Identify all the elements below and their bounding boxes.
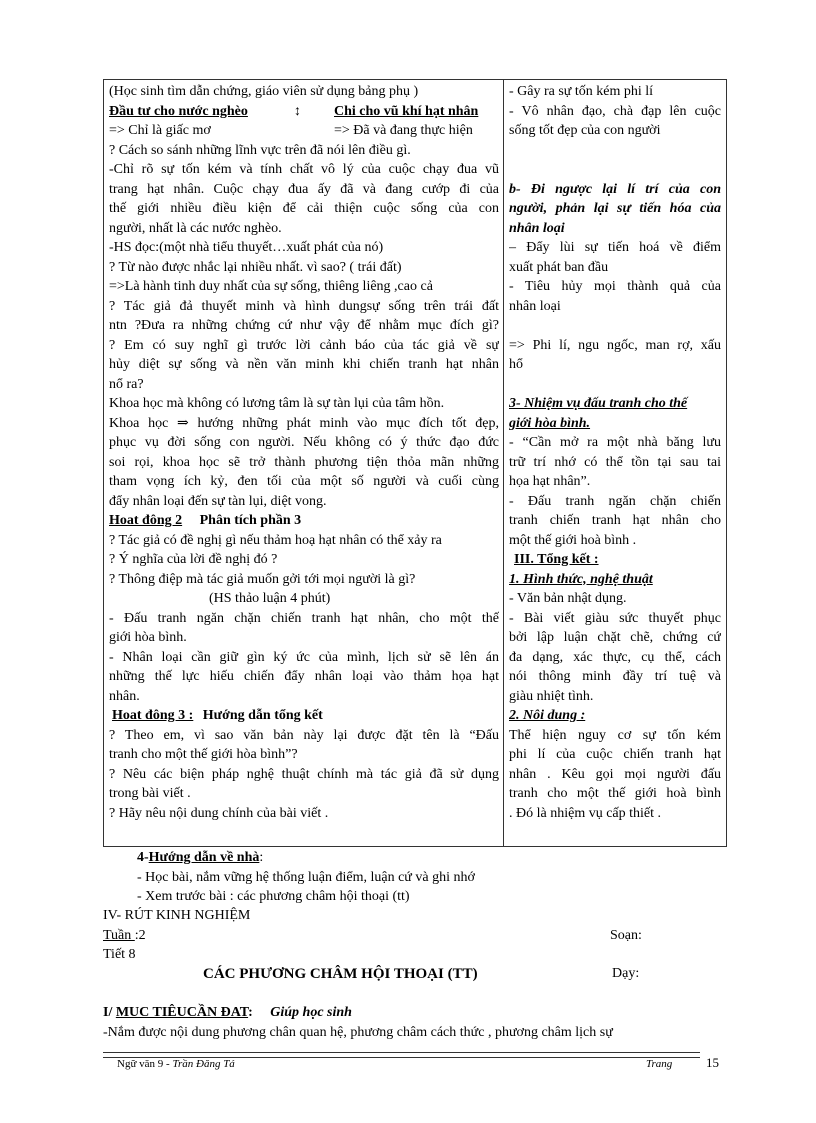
text-line: đa dạng, xác thực, cụ thể, cách — [509, 649, 721, 665]
prepared-date-label: Soạn: — [610, 928, 642, 943]
text-line: - “Cần mở ra một nhà băng lưu — [509, 435, 721, 450]
text-line: -HS đọc:(một nhà tiểu thuyết…xuất phát của nó) — [109, 240, 384, 255]
text-line: Khoa học ⇒ hướng những phát minh vào mục đích tốt đẹp, — [109, 415, 499, 431]
comparison-left-value: => Chỉ là giấc mơ — [109, 123, 211, 138]
text-line: nổ ra? — [109, 376, 144, 392]
text-line: (HS thảo luận 4 phút) — [209, 591, 331, 606]
text-line: đẩy nhân loại đến sự tàn lụi, diệt vong. — [109, 493, 327, 509]
text-line: Thể hiện nguy cơ sự tốn kém — [509, 727, 721, 743]
text-line: =>Là hành tinh duy nhất của sự sống, thiêng liêng ,cao cả — [109, 279, 433, 294]
text-line: trữ trí nhớ có thể tồn tại sau tai — [509, 454, 721, 470]
text-line: giàu nhiệt tình. — [509, 688, 594, 704]
text-line: - Vô nhân đạo, chà đạp lên cuộc — [509, 103, 721, 119]
text-line: ? Nêu các biện pháp nghệ thuật chính mà tác giả đã sử dụng — [109, 766, 499, 782]
comparison-right-heading: Chi cho vũ khí hạt nhân — [334, 103, 479, 119]
text-line: bởi lập luận chặt chẽ, chứng cứ — [509, 630, 721, 645]
text-line: sống tốt đẹp của con người — [509, 123, 661, 138]
text-line: phi lí của cuộc chiến tranh hạt — [509, 747, 721, 762]
text-line: một thế giới hoà bình . — [509, 532, 637, 548]
spacer — [509, 316, 721, 336]
homework-heading: 4-Hướng dẫn về nhà: — [137, 850, 264, 865]
text-line: ? Cách so sánh những lĩnh vực trên đã nói lên điều gì. — [109, 142, 411, 158]
footer-author: Trần Đăng Tá — [172, 1058, 235, 1070]
text-line: ntn ?Đưa ra những chứng cứ như vậy để nhằm mục đích gì? — [109, 318, 499, 333]
teacher-activity-column — [104, 80, 504, 846]
text-line: ? Ý nghĩa của lời đề nghị đó ? — [109, 552, 278, 567]
comparison-left-heading: Đầu tư cho nước nghèo — [109, 103, 248, 119]
text-line: giới hòa bình. — [109, 630, 187, 645]
section-b-heading: người, phản lại sự tiến hóa của — [509, 201, 721, 216]
text-line: trong bài viết . — [109, 786, 191, 801]
spacer — [509, 141, 721, 161]
activity-2-label: Hoat đông 2 — [109, 513, 183, 528]
lesson-table — [103, 79, 727, 847]
text-line: => Phi lí, ngu ngốc, man rợ, xấu — [509, 337, 721, 353]
text-line: – Đẩy lùi sự tiến hoá về điểm — [509, 240, 721, 255]
text-line: - Gây ra sự tốn kém phi lí — [509, 84, 654, 99]
footer-subject: Ngữ văn 9 - Trần Đăng Tá — [117, 1058, 235, 1070]
text-line: họa hạt nhân”. — [509, 474, 591, 489]
text-line: phục vụ đời sống con người. Nếu không có ý thức đạo đức — [109, 435, 499, 450]
objective-heading: MUC TIÊUCẦN ĐAT — [115, 1005, 249, 1020]
footer-page-label: Trang — [646, 1058, 673, 1070]
text-line: tranh chiến tranh hạt nhân cho — [509, 513, 721, 528]
section-iv-heading: IV- RÚT KINH NGHIỆM — [103, 908, 251, 923]
text-line: ? Hãy nêu nội dung chính của bài viết . — [109, 805, 329, 821]
text-line: thế giới nhiều điều kiện để cải thiện cuộc sống của con — [109, 201, 499, 216]
text-line: hổ — [509, 357, 523, 372]
text-line: ? Theo em, vì sao văn bản này lại được đặt tên là “Đấu — [109, 727, 499, 743]
text-line: hủy diệt sự sống và nền văn minh khi chiến tranh hạt nhân — [109, 357, 499, 372]
text-line: ? Thông điệp mà tác giả muốn gởi tới mọi người là gì? — [109, 571, 416, 587]
text-line: nhân loại — [509, 298, 561, 314]
text-line: -Chỉ rõ sự tốn kém và tính chất vô lý của cuộc chạy đua vũ — [109, 162, 499, 177]
text-line: nhân. — [109, 688, 140, 704]
text-line: soi rọi, khoa học sẽ trở thành phương tiện thỏa mãn những — [109, 454, 499, 470]
text-line: - Bài viết giàu sức thuyết phục — [509, 610, 721, 626]
text-line: - Nhân loại cần giữ gìn ký ức của mình, lịch sử sẽ lên án — [109, 649, 499, 665]
homework-item: - Xem trước bài : các phương châm hội thoại (tt) — [137, 889, 410, 904]
text-line: những thế lực hiếu chiến đẩy nhân loại vào thảm họa hạt — [109, 669, 499, 684]
up-down-arrow-icon: ↕ — [294, 103, 301, 119]
form-art-heading: 1. Hình thức, nghệ thuật — [509, 571, 653, 587]
comparison-header — [109, 102, 499, 122]
spacer — [509, 160, 721, 180]
text-line: - Đấu tranh ngăn chặn chiến tranh hạt nhân, cho một thế — [109, 610, 499, 626]
section-b-heading: b- Đi ngược lại lí trí của con — [509, 181, 721, 197]
homework-item: - Học bài, nắm vững hệ thống luận điểm, luận cứ và ghi nhớ — [137, 870, 475, 885]
text-line: tham vọng ích kỷ, đen tối của một số người và cuối cùng — [109, 474, 499, 489]
activity-3-title: Hướng dẫn tổng kết — [202, 708, 323, 723]
activity-2-heading — [109, 511, 499, 531]
page-number: 15 — [706, 1055, 719, 1070]
section-3-heading: 3- Nhiệm vụ đấu tranh cho thế — [509, 396, 688, 411]
text-line: Khoa học mà không có lương tâm là sự tàn lụi của tâm hồn. — [109, 396, 445, 411]
objective-heading-line: I/ MUC TIÊUCẦN ĐAT: Giúp học sinh — [103, 1005, 352, 1020]
spacer — [509, 375, 721, 395]
content-heading: 2. Nôi dung : — [509, 708, 586, 723]
text-line: nói thông minh đầy trí tuệ và — [509, 669, 721, 684]
comparison-right-value: => Đã và đang thực hiện — [334, 123, 473, 138]
objective-subheading: Giúp học sinh — [270, 1005, 352, 1020]
content-column — [504, 80, 725, 846]
period-line: Tiết 8 — [103, 947, 136, 962]
section-3-heading: giới hòa bình. — [509, 415, 591, 431]
text-line: ? Em có suy nghĩ gì trước lời cảnh báo của tác giả về sự — [109, 337, 499, 353]
summary-heading: III. Tổng kết : — [514, 552, 599, 567]
text-line: tranh cho một thế giới hoà bình — [509, 786, 721, 801]
text-line: xuất phát ban đầu — [509, 259, 609, 275]
text-line: ? Tác giả đả thuyết minh và hình dungsự sống trên trái đất — [109, 298, 499, 314]
text-line: - Đấu tranh ngăn chặn chiến — [509, 493, 721, 509]
week-line: Tuần :2 Soạn: — [103, 928, 642, 943]
teaching-date-label: Dạy: — [612, 966, 640, 981]
text-line: người, nhất là các nước nghèo. — [109, 220, 282, 236]
activity-3-heading — [109, 706, 499, 726]
text-line: ? Từ nào được nhắc lại nhiều nhất. vì sao? ( trái đất) — [109, 259, 402, 275]
comparison-values — [109, 121, 499, 141]
text-line: nhân . Kêu gọi mọi người đấu — [509, 766, 721, 782]
text-line: (Học sinh tìm dẫn chứng, giáo viên sử dụng bảng phụ ) — [109, 84, 419, 99]
activity-3-label: Hoat đông 3 : — [112, 708, 194, 723]
lesson-title: CÁC PHƯƠNG CHÂM HỘI THOẠI (TT) — [203, 966, 478, 982]
text-line: tranh cho một thế giới hòa bình”? — [109, 747, 298, 762]
activity-2-title: Phân tích phần 3 — [199, 513, 302, 528]
text-line: . Đó là nhiệm vụ cấp thiết . — [509, 805, 662, 821]
text-line: ? Tác giả có đề nghị gì nếu thảm hoạ hạt nhân có thể xảy ra — [109, 532, 442, 548]
text-line: - Văn bản nhật dụng. — [509, 591, 627, 606]
section-b-heading: nhân loại — [509, 220, 565, 236]
text-line: - Tiêu hủy mọi thành quả của — [509, 279, 721, 294]
objective-line: -Nắm được nội dung phương chân quan hệ, phương châm cách thức , phương châm lịch sự — [103, 1025, 613, 1040]
text-line: trang hạt nhân. Cuộc chạy đua ấy đã và đang cướp đi của — [109, 181, 499, 197]
